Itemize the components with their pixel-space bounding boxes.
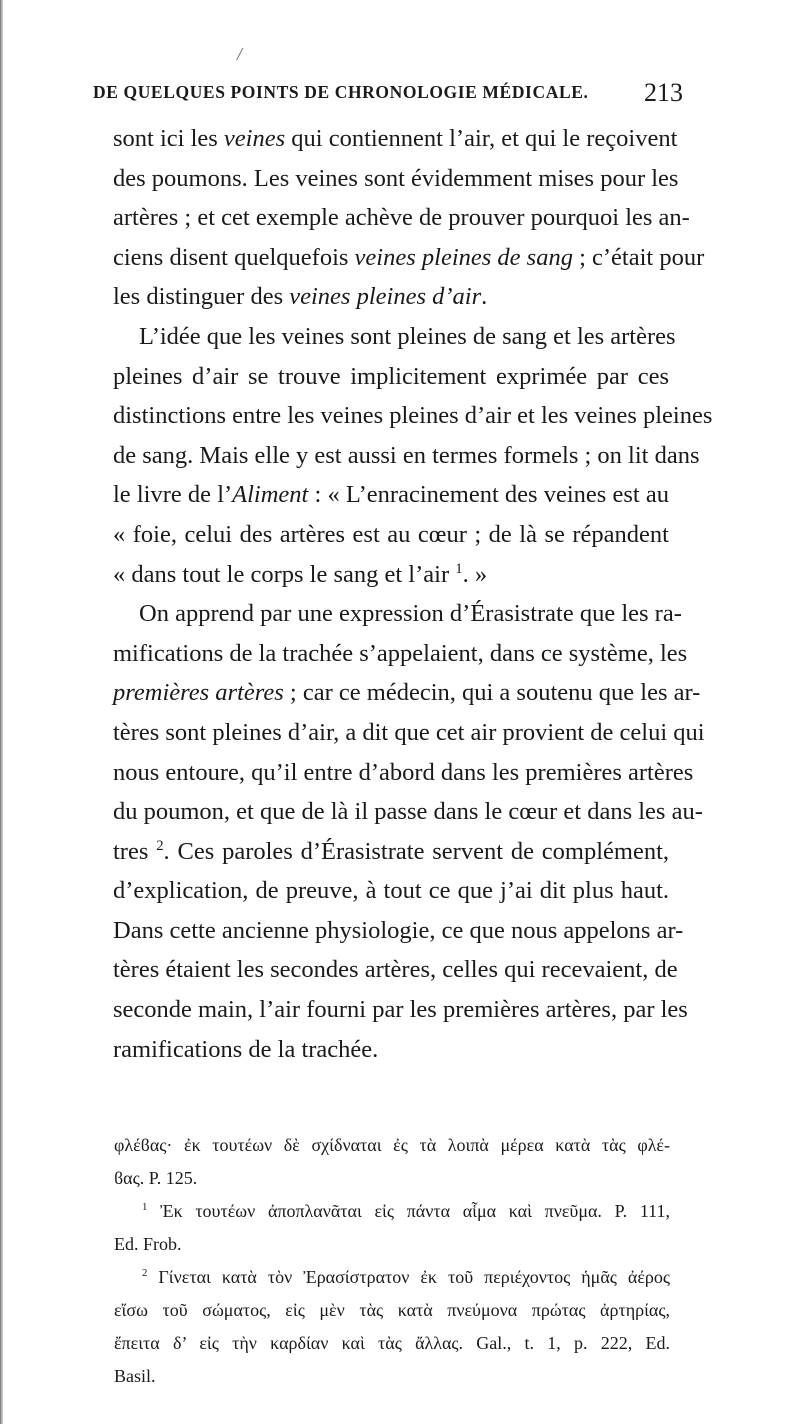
page-edge-shadow <box>0 0 3 1424</box>
text-line: sont ici les veines qui contiennent l’air, et qui le reçoivent <box>113 125 678 152</box>
text-line: On apprend par une expression d’Érasistrate que les ra- <box>139 600 682 628</box>
page-header <box>93 78 693 118</box>
footnote-line: φλέϐας· ἐκ τουτέων δὲ σχίδναται ἐς τὰ λοιπὰ μέρεα κατὰ τὰς φλέ- <box>114 1135 670 1155</box>
footnote-line: ϐας. P. 125. <box>114 1168 198 1188</box>
text-line: d’explication, de preuve, à tout ce que j’ai dit plus haut. <box>113 877 669 905</box>
text-line: le livre de l’Aliment : « L’enracinement des veines est au <box>113 481 669 509</box>
text-line: ramifications de la trachée. <box>113 1035 379 1063</box>
footnote-continuation <box>114 1129 670 1195</box>
footnote-2-line: ἔπειτα δ’ εἰς τὴν καρδίαν καὶ τὰς ἄλλας. Gal., t. 1, p. 222, Ed. <box>114 1333 670 1353</box>
text-line: « foie, celui des artères est au cœur ; de là se répandent <box>113 520 669 548</box>
main-text <box>113 119 713 1069</box>
page-number: 213 <box>644 78 683 107</box>
text-line: seconde main, l’air fourni par les premières artères, par les <box>113 996 688 1024</box>
footnote-1-line: Ed. Frob. <box>114 1234 182 1254</box>
text-line: premières artères ; car ce médecin, qui a soutenu que les ar- <box>113 679 701 707</box>
text-line: pleines d’air se trouve implicitement exprimée par ces <box>113 362 669 390</box>
text-line: tères étaient les secondes artères, celles qui recevaient, de <box>113 956 678 984</box>
text-line: L’idée que les veines sont pleines de sang et les artères <box>139 322 676 350</box>
running-head: DE QUELQUES POINTS DE CHRONOLOGIE MÉDICALE. <box>93 82 589 102</box>
text-line: « dans tout le corps le sang et l’air $^1$. » <box>113 560 488 588</box>
text-line: de sang. Mais elle y est aussi en termes formels ; on lit dans <box>113 441 700 469</box>
text-line: distinctions entre les veines pleines d’air et les veines pleines <box>113 402 713 430</box>
text-line: des poumons. Les veines sont évidemment mises pour les <box>113 164 679 192</box>
text-line: mifications de la trachée s’appelaient, dans ce système, les <box>113 639 688 667</box>
text-line: Dans cette ancienne physiologie, ce que nous appelons ar- <box>113 916 684 944</box>
footnotes <box>114 1195 670 1393</box>
text-line: tères sont pleines d’air, a dit que cet air provient de celui qui <box>113 718 705 746</box>
stray-mark: / <box>237 44 243 64</box>
footnote-2-line: $^2$ Γίνεται κατὰ τὸν Ἐρασίστρατον ἐκ τοῦ περιέχοντος ἡμᾶς ἀέρος <box>142 1267 670 1287</box>
footnote-2-line: εἴσω τοῦ σώματος, εἰς μὲν τὰς κατὰ πνεύμονα πρώτας ἀρτηρίας, <box>114 1300 670 1320</box>
footnote-1-line: $^1$ Ἐκ τουτέων ἀποπλανᾶται εἰς πάντα αἷμα καὶ πνεῦμα. P. 111, <box>142 1201 670 1221</box>
text-line: les distinguer des veines pleines d’air. <box>113 283 488 311</box>
text-line: ciens disent quelquefois veines pleines de sang ; c’était pour <box>113 243 705 271</box>
text-line: nous entoure, qu’il entre d’abord dans les premières artères <box>113 758 694 786</box>
text-line: du poumon, et que de là il passe dans le cœur et dans les au- <box>113 798 703 826</box>
text-line: tres $^2$. Ces paroles d’Érasistrate servent de complément, <box>113 837 670 865</box>
text-line: artères ; et cet exemple achève de prouver pourquoi les an- <box>113 204 690 232</box>
footnote-2-line: Basil. <box>114 1366 156 1386</box>
